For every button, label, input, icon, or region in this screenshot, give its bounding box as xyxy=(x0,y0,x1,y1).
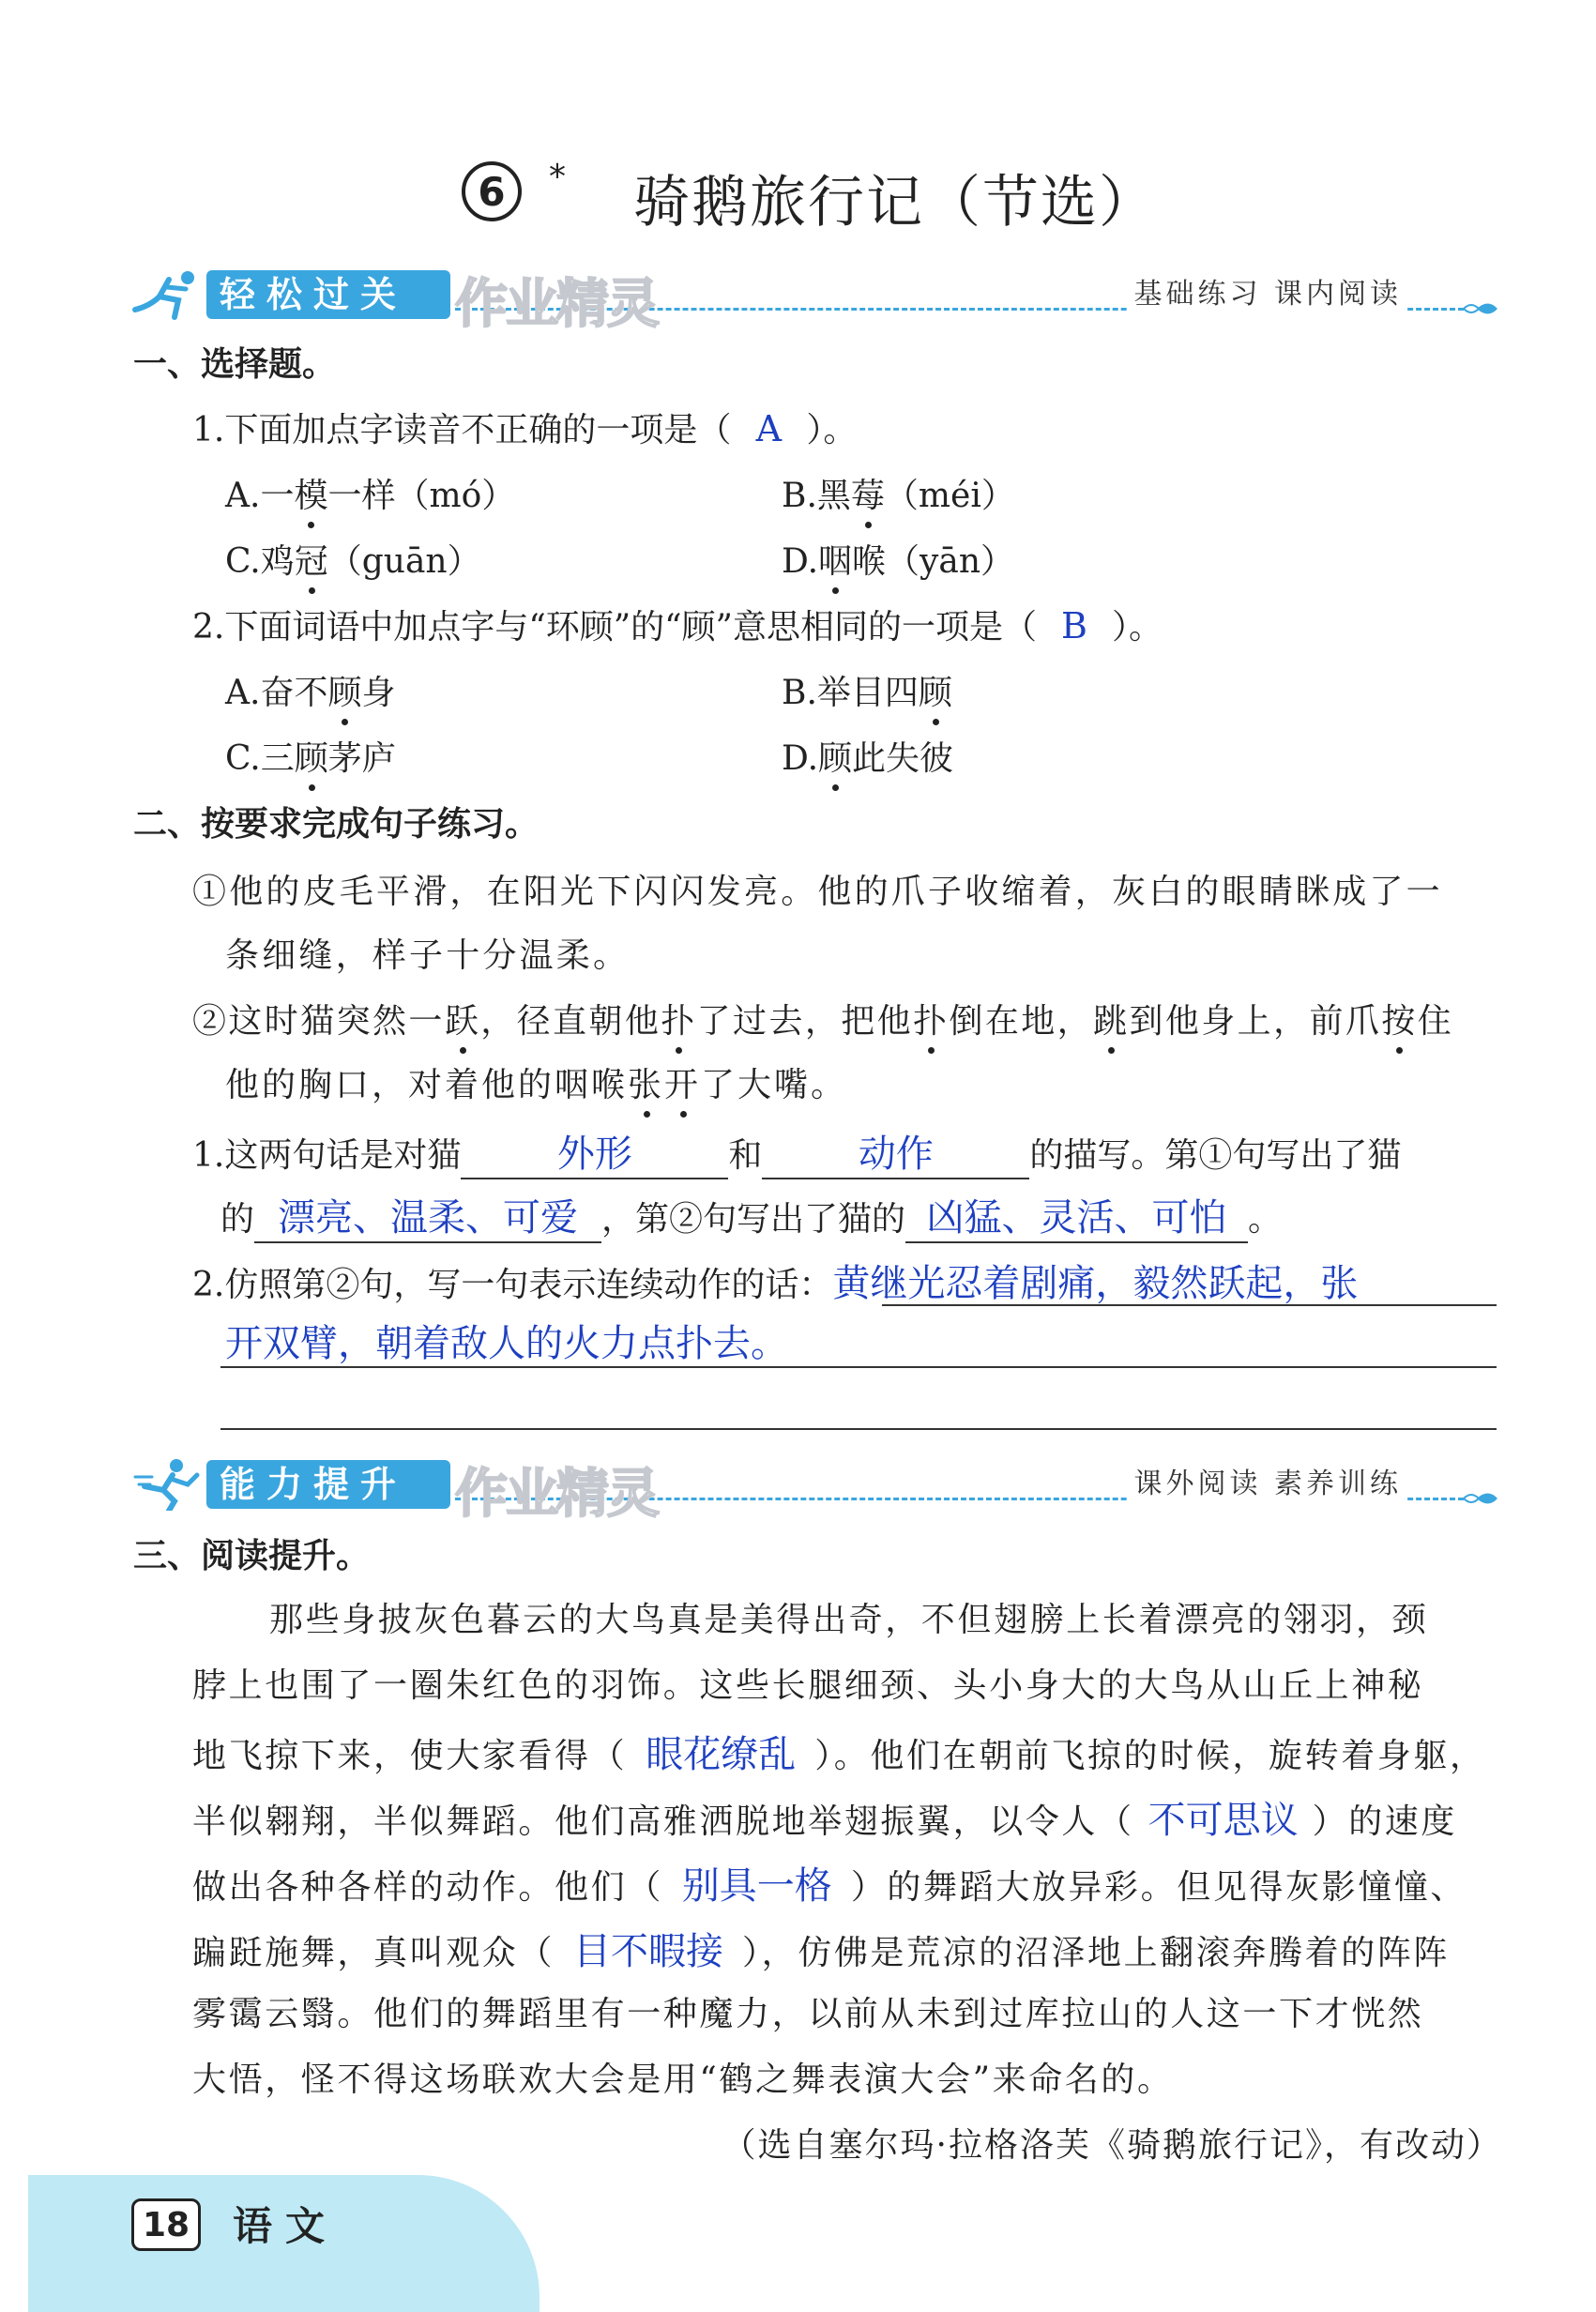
answer-value: 不可思议 xyxy=(1148,1799,1299,1842)
arrow-end-icon xyxy=(1460,1486,1501,1511)
passage-line: 那些身披灰色暮云的大鸟真是美得出奇，不但翅膀上长着漂亮的翎羽，颈 xyxy=(269,1601,1429,1639)
lesson-number: 6 xyxy=(462,161,522,221)
sentence-1-line: ①他的皮毛平滑，在阳光下闪闪发亮。他的爪子收缩着，灰白的眼睛眯成了一 xyxy=(192,873,1443,911)
option: D.咽喉（yān） xyxy=(782,535,1014,583)
passage-line: 雾霭云翳。他们的舞蹈里有一种魔力，以前从未到过库拉山的人这一下才恍然 xyxy=(192,1995,1424,2033)
fill-question-2: 2.仿照第②句，写一句表示连续动作的话：黄继光忍着剧痛，毅然跃起，张 xyxy=(192,1262,1359,1305)
passage-source: （选自塞尔玛·拉格洛芙《骑鹅旅行记》，有改动） xyxy=(722,2126,1502,2165)
option: D.顾此失彼 xyxy=(782,732,953,780)
arrow-end-icon xyxy=(1460,297,1501,321)
section-banner-advanced xyxy=(131,1453,1501,1525)
fill-question-1: 1.这两句话是对猫 外形 和 动作 的描写。第①句写出了猫 xyxy=(192,1124,1401,1179)
running-figure-icon xyxy=(131,268,205,321)
option: A.奋不顾身 xyxy=(225,666,395,714)
passage-line: 脖上也围了一圈朱红色的羽饰。这些长腿细颈、头小身大的大鸟从山丘上神秘 xyxy=(192,1666,1424,1705)
answer-line xyxy=(220,1366,1497,1368)
passage-line: 半似翱翔，半似舞蹈。他们高雅洒脱地举翅振翼，以令人（ 不可思议 ）的速度 xyxy=(192,1790,1457,1844)
lesson-mark: * xyxy=(549,158,566,196)
section-tag: 基础练习 课内阅读 xyxy=(1128,270,1407,312)
option: A.一模一样（mó） xyxy=(225,469,515,517)
question-2 xyxy=(192,601,1163,648)
answer-value: 开双臂，朝着敌人的火力点扑去。 xyxy=(225,1322,788,1365)
sentence-2-line: 他的胸口，对着他的咽喉张开了大嘴。 xyxy=(225,1058,847,1106)
option: B.举目四顾 xyxy=(782,666,952,714)
passage-line: 大悟，怪不得这场联欢大会是用“鹤之舞表演大会”来命名的。 xyxy=(192,2061,1174,2099)
passage-line: 地飞掠下来，使大家看得（ 眼花缭乱 ）。他们在朝前飞掠的时候，旋转着身躯， xyxy=(192,1725,1486,1778)
answer-value: B xyxy=(1061,605,1087,646)
answer-value: 别具一格 xyxy=(681,1864,832,1908)
answer-value: 黄继光忍着剧痛，毅然跃起，张 xyxy=(832,1262,1359,1305)
sentence-2-line: ②这时猫突然一跃，径直朝他扑了过去，把他扑倒在地，跳到他身上，前爪按住 xyxy=(192,995,1453,1042)
question-text: 1.下面加点字读音不正确的一项是（ xyxy=(192,411,732,449)
passage-line: 做出各种各样的动作。他们（ 别具一格 ）的舞蹈大放异彩。但见得灰影憧憧、 xyxy=(192,1856,1467,1909)
question-1 xyxy=(192,403,857,451)
question-text: ）。 xyxy=(1111,608,1163,646)
option: B.黑莓（méi） xyxy=(782,469,1015,517)
answer-value: 目不暇接 xyxy=(573,1930,724,1973)
answer-value: 外形 xyxy=(556,1133,632,1176)
section-banner-basic xyxy=(131,263,1501,335)
section-label: 能力提升 xyxy=(206,1460,450,1509)
answer-line xyxy=(220,1428,1497,1430)
section-tag: 课外阅读 素养训练 xyxy=(1128,1460,1407,1501)
answer-value: 动作 xyxy=(858,1133,934,1176)
answer-value: A xyxy=(755,408,783,449)
lesson-title: 骑鹅旅行记（节选） xyxy=(633,170,1157,236)
section-heading: 三、阅读提升。 xyxy=(133,1537,371,1575)
fill-question-1-line2: 的 漂亮、温柔、可爱 ，第②句写出了猫的 凶猛、灵活、可怕 。 xyxy=(220,1188,1282,1243)
watermark: 作业精灵 xyxy=(455,1464,658,1525)
watermark: 作业精灵 xyxy=(455,274,658,335)
answer-value: 漂亮、温柔、可爱 xyxy=(278,1196,579,1240)
option: C.三顾茅庐 xyxy=(225,732,396,780)
passage-line: 蹁跹施舞，真叫观众（ 目不暇接 ），仿佛是荒凉的沼泽地上翻滚奔腾着的阵阵 xyxy=(192,1922,1450,1975)
page-number: 18 xyxy=(131,2198,201,2251)
section-label: 轻松过关 xyxy=(206,270,450,319)
lesson-header xyxy=(0,141,1596,244)
answer-value: 眼花缭乱 xyxy=(646,1733,797,1776)
section-heading: 一、选择题。 xyxy=(133,345,337,384)
running-figure-icon xyxy=(131,1458,205,1511)
question-text: ）。 xyxy=(806,411,858,449)
section-heading: 二、按要求完成句子练习。 xyxy=(133,805,540,844)
option: C.鸡冠（guān） xyxy=(225,535,481,583)
sentence-1-line: 条细缝，样子十分温柔。 xyxy=(225,936,631,975)
answer-line xyxy=(882,1304,1497,1306)
subject-label: 语文 xyxy=(233,2203,339,2249)
question-text: 2.下面词语中加点字与“环顾”的“顾”意思相同的一项是（ xyxy=(192,608,1037,646)
answer-value: 凶猛、灵活、可怕 xyxy=(926,1196,1227,1240)
